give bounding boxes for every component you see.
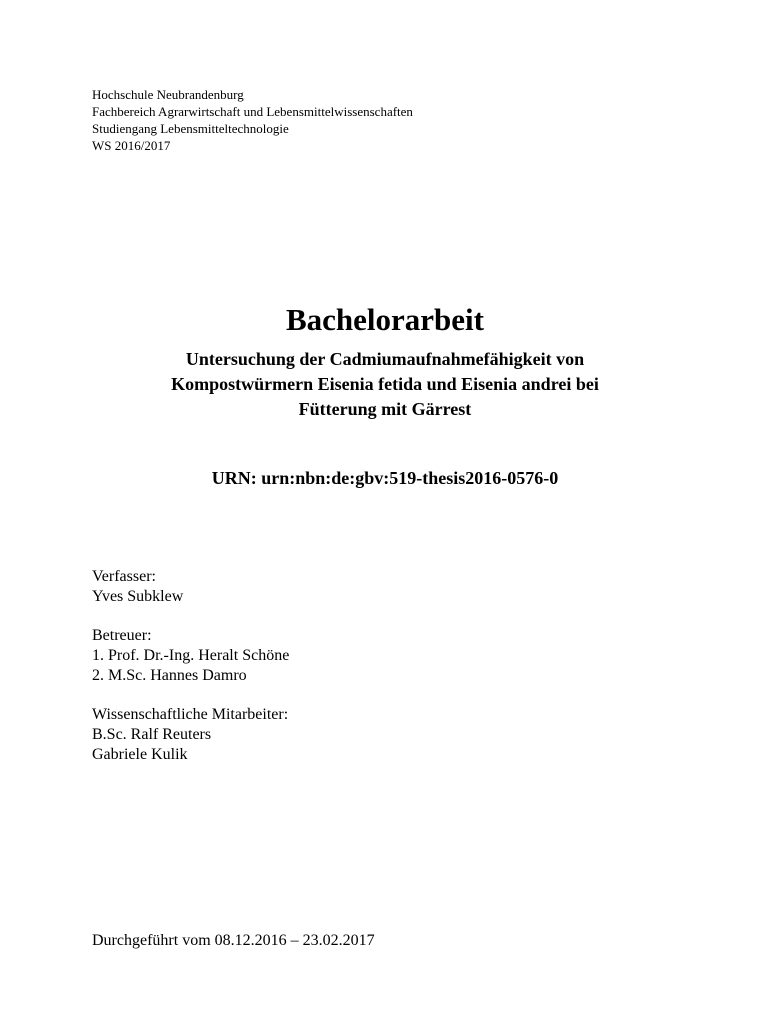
author-name: Yves Subklew [92,588,184,605]
program-name: Studiengang Lebensmitteltechnologie [92,121,289,136]
period-of-work: Durchgeführt vom 08.12.2016 – 23.02.2017 [92,932,375,949]
urn-identifier: URN: urn:nbn:de:gbv:519-thesis2016-0576-0 [211,468,559,488]
author-label: Verfasser: [92,568,156,585]
staff-item: B.Sc. Ralf Reuters [92,726,212,743]
thesis-topic [0,347,770,422]
staff-label: Wissenschaftliche Mitarbeiter: [92,706,289,723]
semester: WS 2016/2017 [92,138,171,153]
advisor-item: 1. Prof. Dr.-Ing. Heralt Schöne [92,647,290,664]
advisors-label: Betreuer: [92,627,152,644]
university-name: Hochschule Neubrandenburg [92,87,244,102]
advisor-item: 2. M.Sc. Hannes Damro [92,667,247,684]
thesis-topic-line: Kompostwürmern Eisenia fetida und Eisenia andrei bei [171,374,599,394]
advisors-section [92,626,289,686]
staff-section [92,705,288,765]
author-section [92,567,183,607]
staff-item: Gabriele Kulik [92,746,188,763]
department-name: Fachbereich Agrarwirtschaft und Lebensmittelwissenschaften [92,104,413,119]
document-title: Bachelorarbeit [285,302,484,337]
thesis-topic-line: Fütterung mit Gärrest [298,399,472,419]
thesis-topic-line: Untersuchung der Cadmiumaufnahmefähigkeit von [185,349,585,369]
institution-header [92,86,413,154]
